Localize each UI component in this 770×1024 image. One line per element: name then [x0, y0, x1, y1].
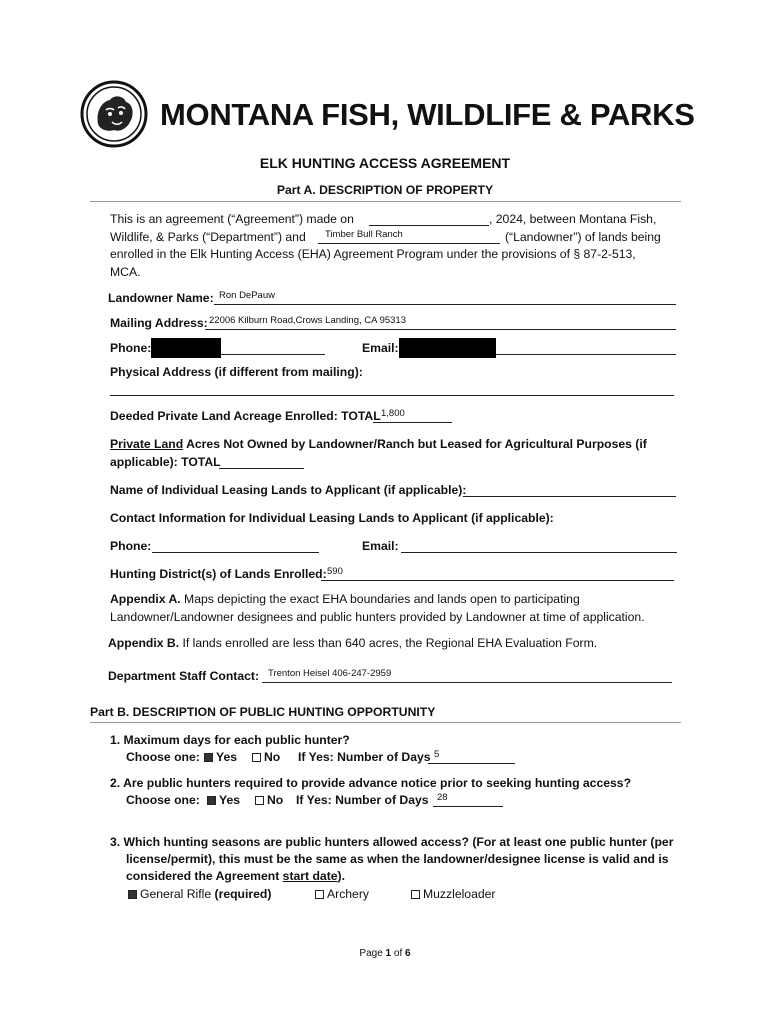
agency-logo: [80, 80, 148, 148]
page-total: 6: [405, 948, 411, 959]
q1-yes-option[interactable]: [204, 749, 237, 767]
hunting-district-field[interactable]: [321, 580, 674, 581]
phone-redaction: [151, 338, 221, 358]
q2-days-field[interactable]: [433, 806, 503, 807]
landowner-name-label: Landowner Name:: [108, 291, 214, 305]
email-field[interactable]: [496, 354, 676, 355]
q1-yes-label: Yes: [216, 750, 238, 764]
phone2-label: Phone:: [110, 539, 152, 553]
deeded-acreage-field[interactable]: [373, 422, 452, 423]
q2-yes-option[interactable]: [207, 792, 240, 810]
intro-text-2b: (“Landowner”) of lands being: [505, 230, 661, 244]
leased-acres-field[interactable]: [219, 468, 304, 469]
question-3-line-1: 3. Which hunting seasons are public hunters allowed access? (For at least one public hunter (per: [110, 835, 674, 849]
mailing-address-value: 22006 Kilburn Road,Crows Landing, CA 95313: [209, 315, 406, 326]
q2-yes-checkbox[interactable]: [207, 796, 216, 805]
question-3-line-2: license/permit), this must be the same as when the landowner/designee license is valid and is: [126, 852, 669, 866]
leased-acres-label-a: Private Land: [110, 437, 184, 451]
hunting-district-value: 590: [327, 566, 343, 577]
appendix-b-label: Appendix B.: [108, 636, 180, 650]
intro-line-1: [110, 211, 354, 229]
intro-text-3: enrolled in the Elk Hunting Access (EHA) Agreement Program under the provisions of § 87-2-513,: [110, 247, 636, 261]
q1-days-value: 5: [434, 749, 440, 760]
email-label: Email:: [362, 341, 399, 355]
question-2: 2. Are public hunters required to provide advance notice prior to seeking hunting access?: [110, 776, 632, 790]
q2-no-checkbox[interactable]: [255, 796, 264, 805]
ranch-name-field[interactable]: [318, 243, 500, 244]
question-1: 1. Maximum days for each public hunter?: [110, 733, 350, 747]
appendix-b-line: [108, 635, 597, 653]
mailing-address-field[interactable]: [205, 329, 676, 330]
leased-acres-label-b: Acres Not Owned by Landowner/: [183, 437, 378, 451]
leasing-name-field[interactable]: [463, 496, 676, 497]
phone-field[interactable]: [221, 354, 325, 355]
bear-emblem-icon: [80, 80, 148, 148]
appendix-a-line-1: [110, 591, 580, 609]
ranch-name-value: Timber Bull Ranch: [325, 229, 403, 240]
general-rifle-label: General Rifle: [140, 887, 212, 901]
leasing-name-label: Name of Individual Leasing Lands to Applicant (if applicable):: [110, 483, 467, 497]
staff-contact-value: Trenton Heisel 406-247-2959: [268, 668, 392, 679]
appendix-b-text: If lands enrolled are less than 640 acres, the Regional EHA Evaluation Form.: [179, 636, 598, 650]
q2-no-label: No: [267, 793, 284, 807]
question-3-line-3: [126, 868, 345, 886]
agreement-date-field[interactable]: [369, 225, 489, 226]
archery-label: Archery: [327, 887, 369, 901]
q1-no-label: No: [264, 750, 281, 764]
muzzleloader-checkbox[interactable]: [411, 890, 420, 899]
leased-acres-label-c: Ranch but Leased for Agricultural Purposes (if: [377, 437, 647, 451]
physical-address-label: Physical Address (if different from mailing):: [110, 365, 363, 379]
season-general-rifle[interactable]: [128, 886, 271, 904]
email2-label: Email:: [362, 539, 399, 553]
general-rifle-required: (required): [211, 887, 272, 901]
document-title: ELK HUNTING ACCESS AGREEMENT: [259, 155, 511, 171]
physical-address-field[interactable]: [110, 395, 674, 396]
part-b-divider: [90, 722, 681, 723]
staff-contact-field[interactable]: [262, 682, 672, 683]
leased-acres-label: [110, 436, 647, 454]
muzzleloader-label: Muzzleloader: [423, 887, 496, 901]
archery-checkbox[interactable]: [315, 890, 324, 899]
landowner-name-field[interactable]: [214, 304, 676, 305]
season-muzzleloader[interactable]: [411, 886, 495, 904]
appendix-a-line-2: Landowner/Landowner designees and public hunters provided by Landowner at time of application.: [110, 610, 645, 624]
page-of: of: [391, 948, 406, 959]
deeded-acreage-value: 1,800: [381, 408, 405, 419]
hunting-district-label: Hunting District(s) of Lands Enrolled:: [110, 567, 327, 581]
q2-days-value: 28: [437, 792, 448, 803]
q3-text-c: ).: [337, 869, 345, 883]
general-rifle-checkbox[interactable]: [128, 890, 137, 899]
part-a-heading: Part A. DESCRIPTION OF PROPERTY: [276, 183, 494, 197]
appendix-a-label: Appendix A.: [110, 592, 181, 606]
deeded-acreage-label: Deeded Private Land Acreage Enrolled: TOTAL: [110, 409, 381, 423]
q2-choose-one: Choose one:: [126, 793, 200, 807]
mailing-address-label: Mailing Address:: [110, 316, 208, 330]
q1-choose-one: Choose one:: [126, 750, 200, 764]
page-number: [0, 948, 770, 960]
staff-contact-label: Department Staff Contact:: [108, 669, 259, 683]
page-label: Page: [359, 948, 386, 959]
landowner-name-value: Ron DePauw: [219, 290, 275, 301]
q2-if-yes-label: If Yes: Number of Days: [296, 793, 429, 807]
leased-acres-label-2: applicable): TOTAL: [110, 455, 221, 469]
q1-no-checkbox[interactable]: [252, 753, 261, 762]
q2-yes-label: Yes: [219, 793, 241, 807]
q1-no-option[interactable]: [252, 749, 280, 767]
season-archery[interactable]: [315, 886, 369, 904]
page-current: 1: [385, 948, 392, 959]
part-b-heading: Part B. DESCRIPTION OF PUBLIC HUNTING OPPORTUNITY: [90, 705, 436, 719]
email2-field[interactable]: [401, 552, 677, 553]
phone-label: Phone:: [110, 341, 152, 355]
intro-text-4: MCA.: [110, 265, 141, 279]
q1-days-field[interactable]: [428, 763, 515, 764]
intro-text-1b: , 2024, between Montana Fish,: [489, 212, 657, 226]
email-redaction: [399, 338, 496, 358]
intro-text-2a: Wildlife, & Parks (“Department”) and: [110, 230, 306, 244]
intro-text-1a: This is an agreement (“Agreement”) made on: [110, 212, 354, 226]
q2-no-option[interactable]: [255, 792, 283, 810]
q1-yes-checkbox[interactable]: [204, 753, 213, 762]
contact-info-label: Contact Information for Individual Leasing Lands to Applicant (if applicable):: [110, 511, 554, 525]
q3-start-date: start date: [282, 869, 338, 883]
appendix-a-text: Maps depicting the exact EHA boundaries and lands open to participating: [180, 592, 580, 606]
agency-name: MONTANA FISH, WILDLIFE & PARKS: [160, 97, 695, 132]
phone2-field[interactable]: [152, 552, 319, 553]
q1-if-yes-label: If Yes: Number of Days: [298, 750, 431, 764]
q3-text-a: considered the Agreement: [126, 869, 283, 883]
part-a-divider: [90, 201, 681, 202]
